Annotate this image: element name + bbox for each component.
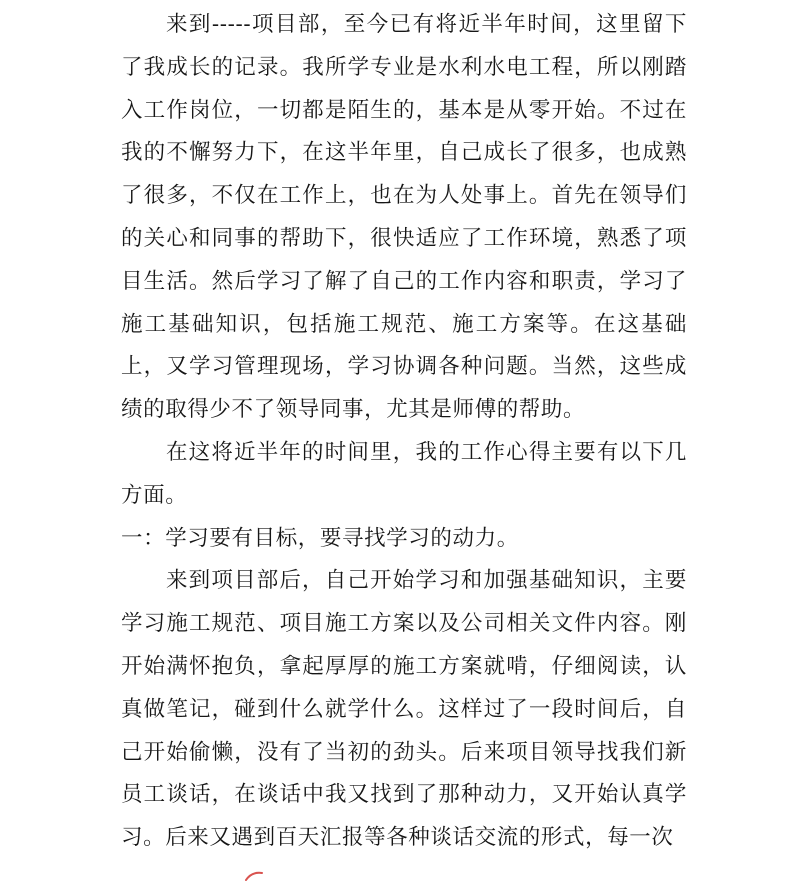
paragraph-section-1: 来到项目部后，自己开始学习和加强基础知识，主要学习施工规范、项目施工方案以及公司相关文件内容。刚开始满怀抱负，拿起厚厚的施工方案就啃，仔细阅读，认真做笔记，碰到什么就学什么。这样过了一段时间后，自己开始偷懒，没有了当初的劲头。后来项目领导找我们新员工谈话，在谈话中我又找到了那种动力，又开始认真学习。后来又遇到百天汇报等各种谈话交流的形式，每一次 (121, 568, 687, 851)
paragraph-intro: 来到-----项目部，至今已有将近半年时间，这里留下了我成长的记录。我所学专业是水利水电工程，所以刚踏入工作岗位，一切都是陌生的，基本是从零开始。不过在我的不懈努力下，在这半年里，自己成长了很多，也成熟了很多，不仅在工作上，也在为人处事上。首先在领导们的关心和同事的帮助下，很快适应了工作环境，熟悉了项目生活。然后学习了解了自己的工作内容和职责，学习了施工基础知识，包括施工规范、施工方案等。在这基础上，又学习管理现场，学习协调各种问题。当然，这些成绩的取得少不了领导同事，尤其是师傅的帮助。 (121, 12, 687, 423)
section-heading-1: 一：学习要有目标，要寻找学习的动力。 (121, 525, 519, 551)
paragraph-summary-lead: 在这将近半年的时间里，我的工作心得主要有以下几方面。 (121, 439, 687, 508)
document-body (121, 4, 687, 860)
red-ink-mark-icon (244, 871, 264, 881)
